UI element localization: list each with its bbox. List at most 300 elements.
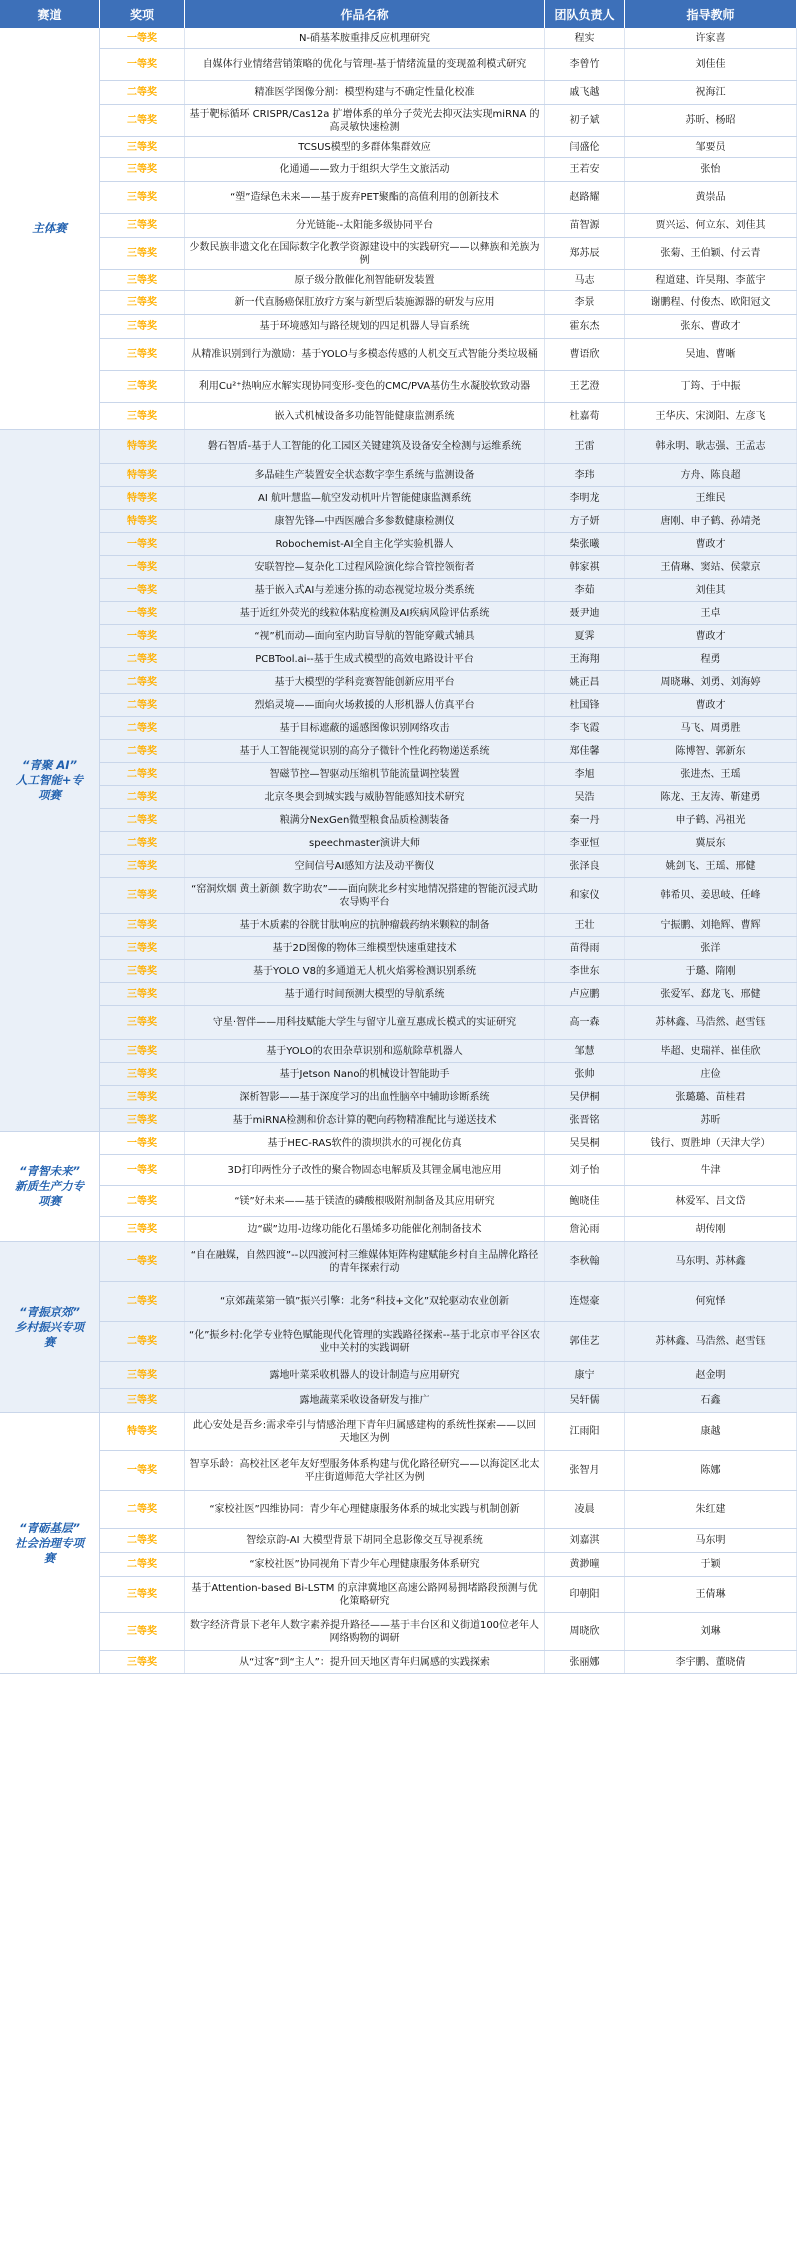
project-title-cell: “化”振乡村:化学专业特色赋能现代化管理的实践路径探索--基于北京市平谷区农业中关村的实践调研 bbox=[185, 1322, 545, 1361]
award-cell: 三等奖 bbox=[100, 403, 185, 429]
table-row bbox=[100, 1362, 797, 1389]
table-row bbox=[100, 1613, 797, 1651]
award-cell: 二等奖 bbox=[100, 1491, 185, 1528]
award-cell: 三等奖 bbox=[100, 1217, 185, 1241]
award-cell: 特等奖 bbox=[100, 487, 185, 509]
table-row bbox=[100, 1040, 797, 1063]
leader-cell: 李旭 bbox=[545, 763, 625, 785]
leader-cell: 秦一丹 bbox=[545, 809, 625, 831]
project-title-cell: “塑”造绿色未来——基于废弃PET聚酯的高值利用的创新技术 bbox=[185, 182, 545, 213]
leader-cell: 吴昊桐 bbox=[545, 1132, 625, 1154]
project-title-cell: TCSUS模型的多群体集群效应 bbox=[185, 137, 545, 157]
table-row bbox=[100, 510, 797, 533]
leader-cell: 张帅 bbox=[545, 1063, 625, 1085]
advisor-cell: 张璐璐、苗桂君 bbox=[625, 1086, 797, 1108]
leader-cell: 王雷 bbox=[545, 430, 625, 463]
advisor-cell: 吴迪、曹晰 bbox=[625, 339, 797, 370]
project-title-cell: 从“过客”到“主人”：提升回天地区青年归属感的实践探索 bbox=[185, 1651, 545, 1673]
leader-cell: 苗智源 bbox=[545, 214, 625, 237]
award-cell: 二等奖 bbox=[100, 786, 185, 808]
advisor-cell: 谢鹏程、付俊杰、欧阳冠文 bbox=[625, 291, 797, 314]
table-row bbox=[100, 671, 797, 694]
advisor-cell: 丁筠、于中振 bbox=[625, 371, 797, 402]
advisor-cell: 牛津 bbox=[625, 1155, 797, 1185]
table-row bbox=[100, 214, 797, 238]
advisor-cell: 张进杰、王瑶 bbox=[625, 763, 797, 785]
advisor-cell: 王倩琳、窦站、侯蒙京 bbox=[625, 556, 797, 578]
table-row bbox=[100, 648, 797, 671]
leader-cell: 方子妍 bbox=[545, 510, 625, 532]
advisor-cell: 钱行、贾胜坤（天津大学） bbox=[625, 1132, 797, 1154]
table-row bbox=[100, 937, 797, 960]
table-row bbox=[100, 1577, 797, 1613]
table-row bbox=[100, 832, 797, 855]
leader-cell: 李世东 bbox=[545, 960, 625, 982]
leader-cell: 李亚恒 bbox=[545, 832, 625, 854]
table-row bbox=[100, 1389, 797, 1413]
advisor-cell: 于颖 bbox=[625, 1553, 797, 1576]
award-cell: 三等奖 bbox=[100, 137, 185, 157]
project-title-cell: speechmaster演讲大师 bbox=[185, 832, 545, 854]
advisor-cell: 苏昕、杨昭 bbox=[625, 105, 797, 136]
leader-cell: 闫盛伦 bbox=[545, 137, 625, 157]
leader-cell: 姚正昌 bbox=[545, 671, 625, 693]
table-header bbox=[0, 0, 797, 28]
project-title-cell: 原子级分散催化剂智能研发装置 bbox=[185, 270, 545, 290]
leader-cell: 韩家祺 bbox=[545, 556, 625, 578]
leader-cell: 杜嘉荀 bbox=[545, 403, 625, 429]
award-cell: 一等奖 bbox=[100, 1155, 185, 1185]
award-cell: 二等奖 bbox=[100, 648, 185, 670]
award-cell: 二等奖 bbox=[100, 1186, 185, 1216]
leader-cell: 张泽良 bbox=[545, 855, 625, 877]
project-title-cell: 空间信号AI感知方法及动平衡仪 bbox=[185, 855, 545, 877]
project-title-cell: 3D打印两性分子改性的聚合物固态电解质及其锂金属电池应用 bbox=[185, 1155, 545, 1185]
project-title-cell: PCBTool.ai--基于生成式模型的高效电路设计平台 bbox=[185, 648, 545, 670]
table-row bbox=[100, 291, 797, 315]
track-name: “青智未来” 新质生产力专 项赛 bbox=[0, 1132, 100, 1242]
table-row bbox=[100, 740, 797, 763]
header-track: 赛道 bbox=[0, 0, 100, 28]
award-cell: 一等奖 bbox=[100, 1132, 185, 1154]
table-row bbox=[100, 1217, 797, 1242]
table-row bbox=[100, 1063, 797, 1086]
table-row bbox=[100, 1322, 797, 1362]
table-row bbox=[100, 182, 797, 214]
section-2 bbox=[0, 1132, 797, 1242]
project-title-cell: 基于近红外荧光的线粒体粘度检测及AI疾病风险评估系统 bbox=[185, 602, 545, 624]
award-cell: 一等奖 bbox=[100, 556, 185, 578]
table-row bbox=[100, 1413, 797, 1451]
leader-cell: 高一森 bbox=[545, 1006, 625, 1039]
award-cell: 二等奖 bbox=[100, 81, 185, 104]
project-title-cell: 露地叶菜采收机器人的设计制造与应用研究 bbox=[185, 1362, 545, 1388]
table-row bbox=[100, 579, 797, 602]
advisor-cell: 苏林鑫、马浩然、赵雪钰 bbox=[625, 1006, 797, 1039]
advisor-cell: 于璐、隋刚 bbox=[625, 960, 797, 982]
award-cell: 三等奖 bbox=[100, 1613, 185, 1650]
table-row bbox=[100, 1006, 797, 1040]
advisor-cell: 王卓 bbox=[625, 602, 797, 624]
advisor-cell: 赵金明 bbox=[625, 1362, 797, 1388]
table-row bbox=[100, 694, 797, 717]
leader-cell: 王壮 bbox=[545, 914, 625, 936]
advisor-cell: 曹政才 bbox=[625, 533, 797, 555]
project-title-cell: 基于Jetson Nano的机械设计智能助手 bbox=[185, 1063, 545, 1085]
project-title-cell: 新一代直肠癌保肛放疗方案与新型后装施源器的研发与应用 bbox=[185, 291, 545, 314]
table-row bbox=[100, 914, 797, 937]
leader-cell: 詹沁雨 bbox=[545, 1217, 625, 1241]
leader-cell: 黄渺曈 bbox=[545, 1553, 625, 1576]
advisor-cell: 陈博智、郭新东 bbox=[625, 740, 797, 762]
project-title-cell: “视”机而动—面向室内助盲导航的智能穿戴式辅具 bbox=[185, 625, 545, 647]
award-cell: 三等奖 bbox=[100, 878, 185, 913]
advisor-cell: 程道建、许昊翔、李蓝宇 bbox=[625, 270, 797, 290]
project-title-cell: 基于通行时间预测大模型的导航系统 bbox=[185, 983, 545, 1005]
award-cell: 三等奖 bbox=[100, 1577, 185, 1612]
award-cell: 三等奖 bbox=[100, 371, 185, 402]
award-cell: 三等奖 bbox=[100, 291, 185, 314]
advisor-cell: 祝海江 bbox=[625, 81, 797, 104]
project-title-cell: 化通通——致力于组织大学生文旅活动 bbox=[185, 158, 545, 181]
table-row bbox=[100, 1282, 797, 1322]
advisor-cell: 何宛怿 bbox=[625, 1282, 797, 1321]
leader-cell: 张智月 bbox=[545, 1451, 625, 1490]
advisor-cell: 周晓琳、刘勇、刘海婷 bbox=[625, 671, 797, 693]
advisor-cell: 陈娜 bbox=[625, 1451, 797, 1490]
table-row bbox=[100, 339, 797, 371]
leader-cell: 苗得雨 bbox=[545, 937, 625, 959]
project-title-cell: 分光链能--太阳能多级协同平台 bbox=[185, 214, 545, 237]
project-title-cell: 基于YOLO V8的多通道无人机火焰雾检测识别系统 bbox=[185, 960, 545, 982]
award-cell: 三等奖 bbox=[100, 914, 185, 936]
project-title-cell: “京郊蔬菜第一镇”振兴引擎：北务“科技+文化”双轮驱动农业创新 bbox=[185, 1282, 545, 1321]
advisor-cell: 曹政才 bbox=[625, 625, 797, 647]
table-row bbox=[100, 403, 797, 430]
project-title-cell: 基于大模型的学科竞赛智能创新应用平台 bbox=[185, 671, 545, 693]
project-title-cell: 基于HEC-RAS软件的溃坝洪水的可视化仿真 bbox=[185, 1132, 545, 1154]
advisor-cell: 张菊、王伯颖、付云青 bbox=[625, 238, 797, 269]
award-cell: 特等奖 bbox=[100, 430, 185, 463]
header-title: 作品名称 bbox=[185, 0, 545, 28]
award-cell: 一等奖 bbox=[100, 49, 185, 80]
leader-cell: 程实 bbox=[545, 28, 625, 48]
table-row bbox=[100, 786, 797, 809]
leader-cell: 江雨阳 bbox=[545, 1413, 625, 1450]
advisor-cell: 张洋 bbox=[625, 937, 797, 959]
advisor-cell: 黄崇品 bbox=[625, 182, 797, 213]
advisor-cell: 刘佳佳 bbox=[625, 49, 797, 80]
award-cell: 三等奖 bbox=[100, 1006, 185, 1039]
award-cell: 三等奖 bbox=[100, 1086, 185, 1108]
award-cell: 二等奖 bbox=[100, 1553, 185, 1576]
project-title-cell: “家校社医”协同视角下青少年心理健康服务体系研究 bbox=[185, 1553, 545, 1576]
project-title-cell: 智享乐龄：高校社区老年友好型服务体系构建与优化路径研究——以海淀区北太平庄街道师范大学社区为例 bbox=[185, 1451, 545, 1490]
advisor-cell: 韩希贝、姜思岐、任峰 bbox=[625, 878, 797, 913]
award-cell: 三等奖 bbox=[100, 158, 185, 181]
advisor-cell: 冀辰东 bbox=[625, 832, 797, 854]
project-title-cell: “自在融媒，自然四渡”--以四渡河村三维媒体矩阵构建赋能乡村自主品牌化路径的青年探索行动 bbox=[185, 1242, 545, 1281]
table-row bbox=[100, 49, 797, 81]
award-cell: 三等奖 bbox=[100, 1063, 185, 1085]
table-row bbox=[100, 464, 797, 487]
table-row bbox=[100, 1491, 797, 1529]
project-title-cell: 多晶硅生产装置安全状态数字孪生系统与监测设备 bbox=[185, 464, 545, 486]
award-cell: 三等奖 bbox=[100, 1651, 185, 1673]
advisor-cell: 石鑫 bbox=[625, 1389, 797, 1412]
project-title-cell: 从精准识别到行为激励：基于YOLO与多模态传感的人机交互式智能分类垃圾桶 bbox=[185, 339, 545, 370]
project-title-cell: 守星·智伴——用科技赋能大学生与留守儿童互惠成长模式的实证研究 bbox=[185, 1006, 545, 1039]
advisor-cell: 刘佳其 bbox=[625, 579, 797, 601]
advisor-cell: 张怡 bbox=[625, 158, 797, 181]
project-title-cell: “家校社医”四维协同：青少年心理健康服务体系的城北实践与机制创新 bbox=[185, 1491, 545, 1528]
project-title-cell: 露地蔬菜采收设备研发与推广 bbox=[185, 1389, 545, 1412]
advisor-cell: 马东明、苏林鑫 bbox=[625, 1242, 797, 1281]
leader-cell: 戚飞越 bbox=[545, 81, 625, 104]
project-title-cell: 边“碳”边用-边缘功能化石墨烯多功能催化剂制备技术 bbox=[185, 1217, 545, 1241]
project-title-cell: 此心安处是吾乡:需求牵引与情感治理下青年归属感建构的系统性探索——以回天地区为例 bbox=[185, 1413, 545, 1450]
section-4 bbox=[0, 1413, 797, 1674]
leader-cell: 李明龙 bbox=[545, 487, 625, 509]
project-title-cell: 基于嵌入式AI与差速分拣的动态视觉垃圾分类系统 bbox=[185, 579, 545, 601]
award-cell: 二等奖 bbox=[100, 1282, 185, 1321]
advisor-cell: 曹政才 bbox=[625, 694, 797, 716]
award-cell: 三等奖 bbox=[100, 983, 185, 1005]
award-cell: 一等奖 bbox=[100, 1451, 185, 1490]
project-title-cell: 数字经济背景下老年人数字素养提升路径——基于丰台区和义街道100位老年人网络购物的调研 bbox=[185, 1613, 545, 1650]
advisor-cell: 庄俭 bbox=[625, 1063, 797, 1085]
table-row bbox=[100, 1086, 797, 1109]
award-cell: 三等奖 bbox=[100, 270, 185, 290]
track-name: “青砺基层” 社会治理专项 赛 bbox=[0, 1413, 100, 1674]
project-title-cell: 康智先锋—中西医融合多参数健康检测仪 bbox=[185, 510, 545, 532]
advisor-cell: 王华庆、宋浏阳、左彦飞 bbox=[625, 403, 797, 429]
table-row bbox=[100, 430, 797, 464]
advisor-cell: 姚剑飞、王瑶、邢健 bbox=[625, 855, 797, 877]
leader-cell: 初子斌 bbox=[545, 105, 625, 136]
award-cell: 特等奖 bbox=[100, 1413, 185, 1450]
project-title-cell: 少数民族非遗文化在国际数字化教学资源建设中的实践研究——以彝族和羌族为例 bbox=[185, 238, 545, 269]
advisor-cell: 胡传刚 bbox=[625, 1217, 797, 1241]
advisor-cell: 程勇 bbox=[625, 648, 797, 670]
project-title-cell: “窑洞炊烟 黄土新颜 数字助农”——面向陕北乡村实地情况搭建的智能沉浸式助农导购平台 bbox=[185, 878, 545, 913]
advisor-cell: 方舟、陈良超 bbox=[625, 464, 797, 486]
leader-cell: 王若安 bbox=[545, 158, 625, 181]
table-row bbox=[100, 1651, 797, 1674]
table-row bbox=[100, 371, 797, 403]
advisor-cell: 苏林鑫、马浩然、赵雪钰 bbox=[625, 1322, 797, 1361]
advisor-cell: 朱红建 bbox=[625, 1491, 797, 1528]
award-cell: 三等奖 bbox=[100, 339, 185, 370]
advisor-cell: 苏昕 bbox=[625, 1109, 797, 1131]
leader-cell: 和家仪 bbox=[545, 878, 625, 913]
table-row bbox=[100, 1186, 797, 1217]
award-cell: 三等奖 bbox=[100, 315, 185, 338]
leader-cell: 鲍晓佳 bbox=[545, 1186, 625, 1216]
advisor-cell: 康越 bbox=[625, 1413, 797, 1450]
project-title-cell: 基于木质素的谷胱甘肽响应的抗肿瘤载药纳米颗粒的制备 bbox=[185, 914, 545, 936]
project-title-cell: 北京冬奥会到城实践与威胁智能感知技术研究 bbox=[185, 786, 545, 808]
leader-cell: 卢应鹏 bbox=[545, 983, 625, 1005]
table-row bbox=[100, 960, 797, 983]
project-title-cell: 自媒体行业情绪营销策略的优化与管理-基于情绪流量的变现盈利模式研究 bbox=[185, 49, 545, 80]
award-cell: 三等奖 bbox=[100, 1040, 185, 1062]
leader-cell: 吴浩 bbox=[545, 786, 625, 808]
advisor-cell: 张爱军、郄龙飞、邢健 bbox=[625, 983, 797, 1005]
leader-cell: 杜国锋 bbox=[545, 694, 625, 716]
leader-cell: 郑佳馨 bbox=[545, 740, 625, 762]
leader-cell: 聂尹迪 bbox=[545, 602, 625, 624]
project-title-cell: 基于miRNA检测和价态计算的靶向药物精准配比与递送技术 bbox=[185, 1109, 545, 1131]
table-row bbox=[100, 556, 797, 579]
leader-cell: 刘嘉淇 bbox=[545, 1529, 625, 1552]
advisor-cell: 刘琳 bbox=[625, 1613, 797, 1650]
advisor-cell: 宁振鹏、刘艳辉、曹辉 bbox=[625, 914, 797, 936]
leader-cell: 邹慧 bbox=[545, 1040, 625, 1062]
advisor-cell: 韩永明、耿志强、王孟志 bbox=[625, 430, 797, 463]
award-cell: 二等奖 bbox=[100, 105, 185, 136]
advisor-cell: 王维民 bbox=[625, 487, 797, 509]
advisor-cell: 邹要员 bbox=[625, 137, 797, 157]
table-row bbox=[100, 763, 797, 786]
advisor-cell: 陈龙、王友涛、靳建勇 bbox=[625, 786, 797, 808]
advisor-cell: 申子鹤、冯祖光 bbox=[625, 809, 797, 831]
table-row bbox=[100, 1242, 797, 1282]
leader-cell: 康宁 bbox=[545, 1362, 625, 1388]
table-row bbox=[100, 878, 797, 914]
project-title-cell: 基于目标遮蔽的遥感图像识别网络攻击 bbox=[185, 717, 545, 739]
track-name: “青振京郊” 乡村振兴专项 赛 bbox=[0, 1242, 100, 1413]
advisor-cell: 张东、曹政才 bbox=[625, 315, 797, 338]
project-title-cell: Robochemist-AI全自主化学实验机器人 bbox=[185, 533, 545, 555]
project-title-cell: 基于人工智能视觉识别的高分子微针个性化药物递送系统 bbox=[185, 740, 545, 762]
award-cell: 一等奖 bbox=[100, 602, 185, 624]
table-row bbox=[100, 533, 797, 556]
project-title-cell: 基于靶标循环 CRISPR/Cas12a 扩增体系的单分子荧光去抑灭法实现miRNA 的高灵敏快速检测 bbox=[185, 105, 545, 136]
section-1 bbox=[0, 430, 797, 1132]
award-cell: 二等奖 bbox=[100, 671, 185, 693]
table-row bbox=[100, 983, 797, 1006]
award-cell: 三等奖 bbox=[100, 855, 185, 877]
award-cell: 二等奖 bbox=[100, 1322, 185, 1361]
leader-cell: 李秋翰 bbox=[545, 1242, 625, 1281]
project-title-cell: 基于环境感知与路径规划的四足机器人导盲系统 bbox=[185, 315, 545, 338]
award-cell: 二等奖 bbox=[100, 717, 185, 739]
leader-cell: 张晋铭 bbox=[545, 1109, 625, 1131]
leader-cell: 王海翔 bbox=[545, 648, 625, 670]
leader-cell: 郑苏辰 bbox=[545, 238, 625, 269]
table-row bbox=[100, 855, 797, 878]
award-cell: 三等奖 bbox=[100, 1389, 185, 1412]
project-title-cell: 利用Cu²⁺热响应水解实现协同变形-变色的CMC/PVA基仿生水凝胶软致动器 bbox=[185, 371, 545, 402]
leader-cell: 李曾竹 bbox=[545, 49, 625, 80]
advisor-cell: 王倩琳 bbox=[625, 1577, 797, 1612]
project-title-cell: 烈焰灵境——面向火场救援的人形机器人仿真平台 bbox=[185, 694, 545, 716]
award-cell: 一等奖 bbox=[100, 625, 185, 647]
table-row bbox=[100, 717, 797, 740]
leader-cell: 吴伊桐 bbox=[545, 1086, 625, 1108]
project-title-cell: 基于YOLO的农田杂草识别和巡航除草机器人 bbox=[185, 1040, 545, 1062]
track-name: 主体赛 bbox=[0, 28, 100, 430]
project-title-cell: AI 航叶慧监—航空发动机叶片智能健康监测系统 bbox=[185, 487, 545, 509]
project-title-cell: 深析智影——基于深度学习的出血性脑卒中辅助诊断系统 bbox=[185, 1086, 545, 1108]
project-title-cell: N-硝基苯胺重排反应机理研究 bbox=[185, 28, 545, 48]
leader-cell: 李茹 bbox=[545, 579, 625, 601]
project-title-cell: 安联智控—复杂化工过程风险演化综合管控领衔者 bbox=[185, 556, 545, 578]
award-cell: 一等奖 bbox=[100, 579, 185, 601]
advisor-cell: 李宇鹏、董晓倩 bbox=[625, 1651, 797, 1673]
project-title-cell: “镁”好未来——基于镁渣的磷酸根吸附剂制备及其应用研究 bbox=[185, 1186, 545, 1216]
award-cell: 一等奖 bbox=[100, 533, 185, 555]
leader-cell: 吴轩儒 bbox=[545, 1389, 625, 1412]
project-title-cell: 粮满分NexGen微型粮食品质检测装备 bbox=[185, 809, 545, 831]
table-row bbox=[100, 602, 797, 625]
table-row bbox=[100, 81, 797, 105]
award-cell: 三等奖 bbox=[100, 1362, 185, 1388]
leader-cell: 王艺澄 bbox=[545, 371, 625, 402]
leader-cell: 连煜豪 bbox=[545, 1282, 625, 1321]
award-cell: 二等奖 bbox=[100, 694, 185, 716]
table-row bbox=[100, 1132, 797, 1155]
table-row bbox=[100, 238, 797, 270]
header-award: 奖项 bbox=[100, 0, 185, 28]
table-row bbox=[100, 1155, 797, 1186]
project-title-cell: 基于2D图像的物体三维模型快速重建技术 bbox=[185, 937, 545, 959]
table-row bbox=[100, 1553, 797, 1577]
table-row bbox=[100, 487, 797, 510]
table-row bbox=[100, 1109, 797, 1132]
award-cell: 特等奖 bbox=[100, 510, 185, 532]
header-leader: 团队负责人 bbox=[545, 0, 625, 28]
leader-cell: 印朝阳 bbox=[545, 1577, 625, 1612]
leader-cell: 李飞霞 bbox=[545, 717, 625, 739]
award-cell: 二等奖 bbox=[100, 1529, 185, 1552]
project-title-cell: 磐石智盾-基于人工智能的化工园区关键建筑及设备安全检测与运维系统 bbox=[185, 430, 545, 463]
leader-cell: 李玮 bbox=[545, 464, 625, 486]
table-row bbox=[100, 28, 797, 49]
section-3 bbox=[0, 1242, 797, 1413]
award-cell: 一等奖 bbox=[100, 28, 185, 48]
advisor-cell: 毕超、史瑞祥、崔佳欣 bbox=[625, 1040, 797, 1062]
project-title-cell: 智绘京韵-AI 大模型背景下胡同全息影像交互导视系统 bbox=[185, 1529, 545, 1552]
leader-cell: 刘子怡 bbox=[545, 1155, 625, 1185]
leader-cell: 张丽娜 bbox=[545, 1651, 625, 1673]
track-name: “青聚 AI” 人工智能+专 项赛 bbox=[0, 430, 100, 1132]
award-cell: 一等奖 bbox=[100, 1242, 185, 1281]
advisor-cell: 贾兴运、何立东、刘佳其 bbox=[625, 214, 797, 237]
table-row bbox=[100, 158, 797, 182]
award-cell: 二等奖 bbox=[100, 740, 185, 762]
award-cell: 三等奖 bbox=[100, 238, 185, 269]
award-cell: 二等奖 bbox=[100, 832, 185, 854]
advisor-cell: 马飞、周勇胜 bbox=[625, 717, 797, 739]
advisor-cell: 唐刚、申子鹤、孙靖尧 bbox=[625, 510, 797, 532]
leader-cell: 凌晨 bbox=[545, 1491, 625, 1528]
leader-cell: 霍东杰 bbox=[545, 315, 625, 338]
advisor-cell: 林爱军、吕文岱 bbox=[625, 1186, 797, 1216]
award-cell: 三等奖 bbox=[100, 1109, 185, 1131]
table-body bbox=[0, 28, 797, 1674]
project-title-cell: 智磁节控—智驱动压缩机节能流量调控装置 bbox=[185, 763, 545, 785]
table-row bbox=[100, 270, 797, 291]
project-title-cell: 精准医学图像分割：模型构建与不确定性量化校准 bbox=[185, 81, 545, 104]
leader-cell: 赵路耀 bbox=[545, 182, 625, 213]
table-row bbox=[100, 315, 797, 339]
advisor-cell: 许家喜 bbox=[625, 28, 797, 48]
leader-cell: 李景 bbox=[545, 291, 625, 314]
leader-cell: 曹语欣 bbox=[545, 339, 625, 370]
header-advisor: 指导教师 bbox=[625, 0, 797, 28]
